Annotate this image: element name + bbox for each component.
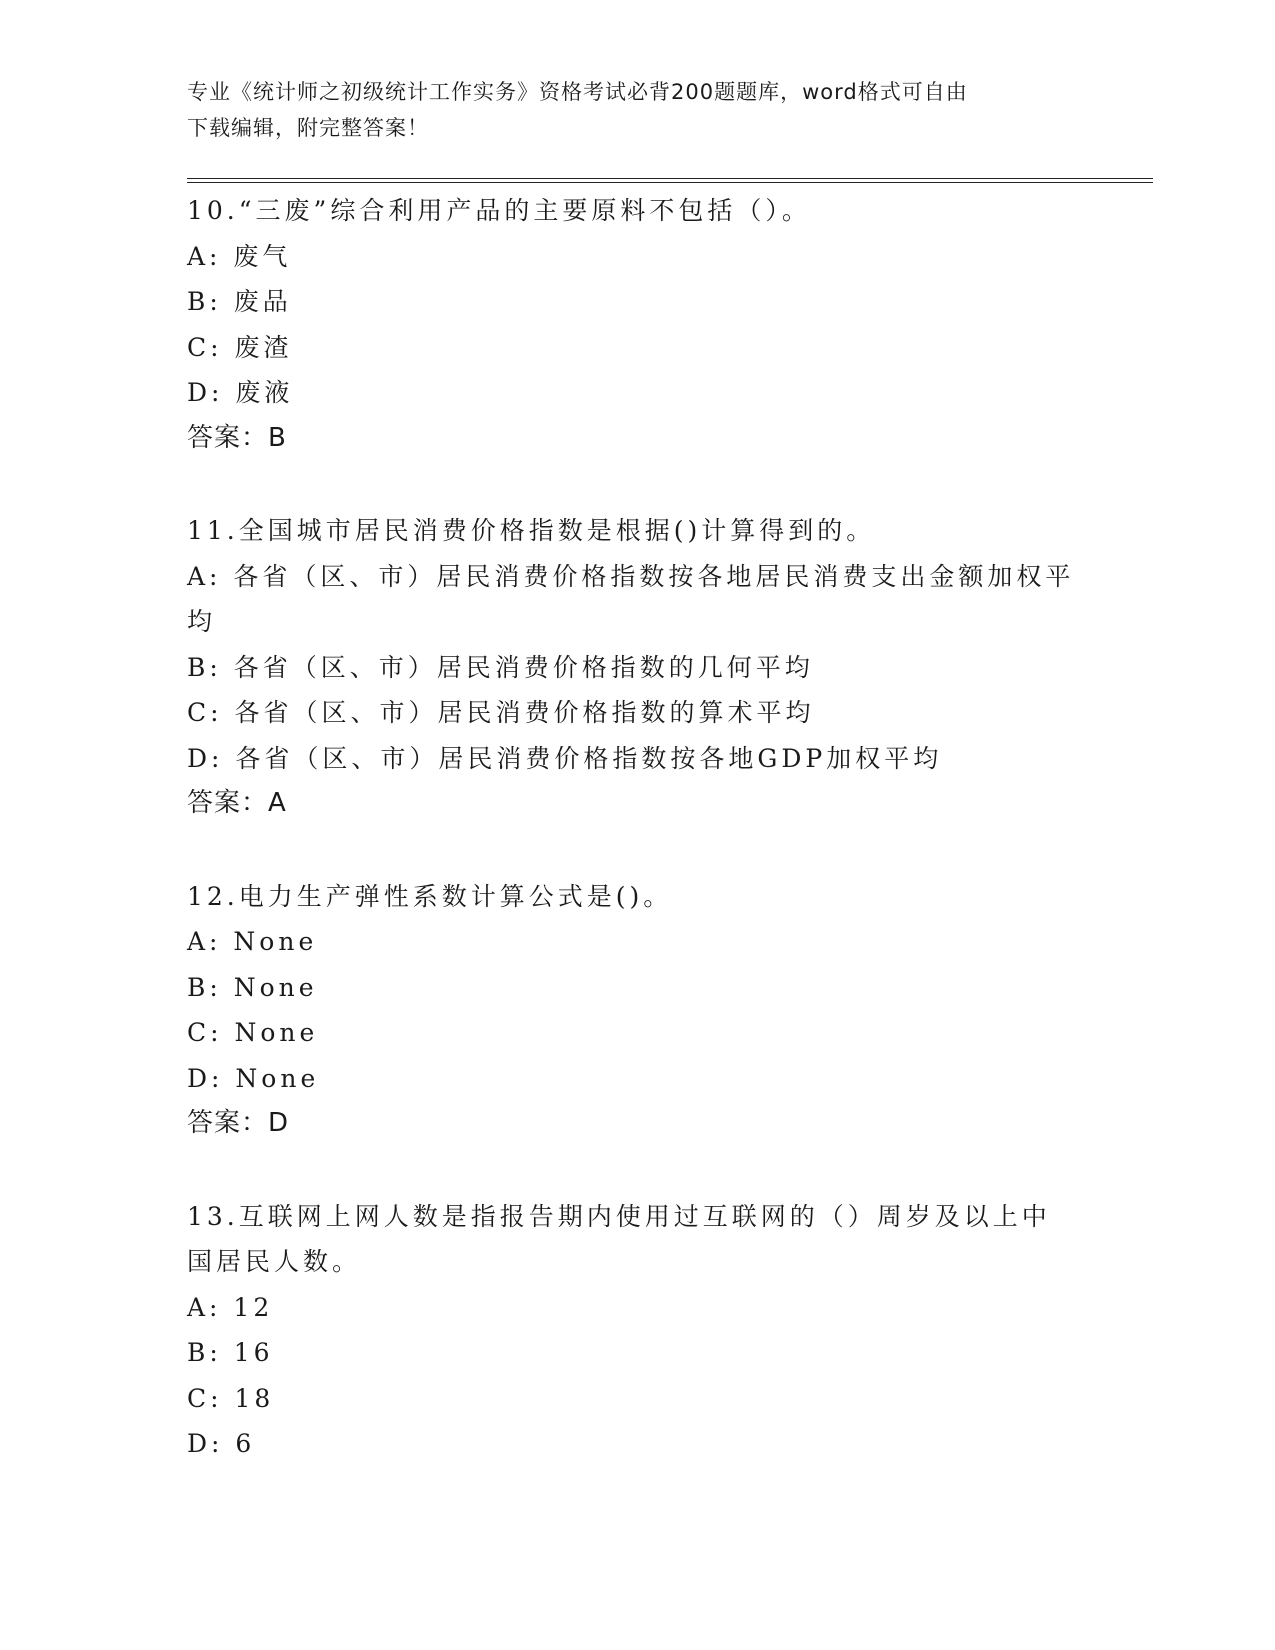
option-d: D: 各省（区、市）居民消费价格指数按各地GDP加权平均 — [187, 743, 943, 773]
header-divider-top — [187, 178, 1153, 179]
option-c: C: 各省（区、市）居民消费价格指数的算术平均 — [187, 698, 815, 727]
option-c: C: 18 — [187, 1383, 275, 1413]
answer: 答案：B — [187, 422, 287, 453]
option-a: A: 废气 — [187, 241, 292, 271]
question-12 — [187, 874, 1087, 1147]
option-d: D: None — [187, 1063, 320, 1093]
option-b: B: None — [187, 972, 318, 1002]
option-c: C: 废渣 — [187, 332, 293, 362]
question-stem: 11.全国城市居民消费价格指数是根据()计算得到的。 — [187, 516, 876, 545]
option-a: A: 12 — [187, 1292, 274, 1322]
question-10 — [187, 188, 1087, 461]
question-stem: 12.电力生产弹性系数计算公式是()。 — [187, 881, 673, 911]
option-a: A: None — [187, 927, 318, 956]
option-d: D: 废液 — [187, 378, 294, 407]
header-line-2: 下载编辑，附完整答案！ — [187, 116, 429, 140]
option-b: B: 废品 — [187, 287, 292, 316]
question-13 — [187, 1194, 1087, 1467]
option-b: B: 16 — [187, 1338, 274, 1367]
answer: 答案：A — [187, 788, 287, 818]
question-11 — [187, 508, 1087, 827]
answer: 答案：D — [187, 1108, 290, 1138]
header-line-1: 专业《统计师之初级统计工作实务》资格考试必背200题题库，word格式可自由 — [187, 80, 968, 104]
option-d: D: 6 — [187, 1429, 256, 1458]
header-divider-bottom — [187, 182, 1153, 183]
question-list — [187, 188, 1087, 1514]
option-a: A: 各省（区、市）居民消费价格指数按各地居民消费支出金额加权平均 — [187, 561, 1075, 636]
question-stem: 10.“三废”综合利用产品的主要原料不包括（）。 — [187, 196, 811, 225]
question-stem: 13.互联网上网人数是指报告期内使用过互联网的（）周岁及以上中国居民人数。 — [187, 1201, 1051, 1276]
option-c: C: None — [187, 1018, 319, 1047]
document-header — [187, 74, 1067, 146]
option-b: B: 各省（区、市）居民消费价格指数的几何平均 — [187, 652, 814, 682]
